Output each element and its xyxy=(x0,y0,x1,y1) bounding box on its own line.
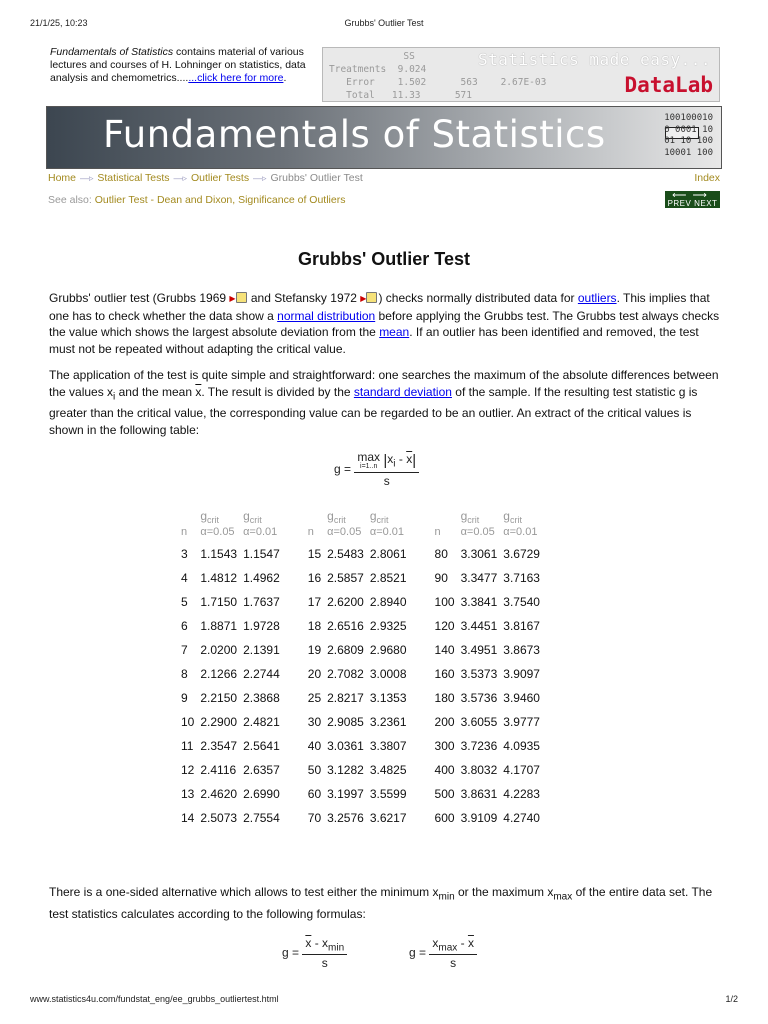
table-cell-n: 140 xyxy=(434,643,455,658)
link-standard-deviation[interactable]: standard deviation xyxy=(353,384,452,399)
table-cell-n: 16 xyxy=(307,571,322,586)
table-cell-gcrit: 1.7150 xyxy=(200,595,238,610)
table-cell-gcrit: 2.7554 xyxy=(243,811,280,826)
table-cell-gcrit: 2.1266 xyxy=(200,667,238,682)
reference-arrow-icon[interactable]: ▶ xyxy=(229,294,236,303)
table-cell-gcrit: 2.2900 xyxy=(200,715,238,730)
table-cell-gcrit: 4.1707 xyxy=(503,763,540,778)
table-cell-n: 180 xyxy=(434,691,455,706)
table-cell-n: 120 xyxy=(434,619,455,634)
paragraph-method: The application of the test is quite simple and straightforward: one searches the maximum of the absolute differences between the values $x_i$ and the mean $\overline{x}$. The result is divided by the standard deviation of the sample. If the resulting test statistic g is greater than the critical value, the corresponding value can be regarded to be an outlier. An extract of the critical values is shown in the following table: xyxy=(49,368,719,437)
breadcrumb-arrow-icon: —▹ xyxy=(253,173,267,183)
datalab-logo: DataLab xyxy=(624,73,713,97)
table-row xyxy=(176,542,543,566)
table-cell-gcrit: 3.8631 xyxy=(460,787,498,802)
intro-blurb: Fundamentals of Statistics contains material of various lectures and courses of H. Lohninger on statistics, data analysis and chemometrics.......click here for more. xyxy=(50,46,306,84)
table-cell-gcrit: 2.9325 xyxy=(369,619,407,634)
table-cell-gcrit: 2.6990 xyxy=(243,787,280,802)
table-cell-n: 90 xyxy=(434,571,448,586)
breadcrumb-outlier-tests[interactable]: Outlier Tests xyxy=(190,172,250,184)
table-row xyxy=(176,614,543,638)
table-cell-gcrit: 3.1353 xyxy=(369,691,407,706)
table-cell-n: 70 xyxy=(307,811,322,826)
table-row xyxy=(176,686,543,710)
grubbs-formula: g = max i=1..n $|x_i - \overline{x}|$ s xyxy=(334,452,419,488)
table-cell-n: 5 xyxy=(181,595,188,610)
table-cell-n: 17 xyxy=(307,595,322,610)
table-cell-gcrit: 3.6055 xyxy=(460,715,498,730)
table-cell-gcrit: 2.2744 xyxy=(243,667,280,682)
breadcrumb-home[interactable]: Home xyxy=(48,172,77,184)
datalab-slogan: Statistics made easy... xyxy=(477,50,711,69)
table-cell-gcrit: 2.6809 xyxy=(327,643,364,658)
prev-next-arrows-icon: ⟵⟶ xyxy=(672,190,713,201)
intro-text: contains material of various lectures and courses of H. Lohninger on statistics, data analysis and chemometrics.... xyxy=(50,46,306,84)
table-cell-gcrit: 2.4116 xyxy=(200,763,237,778)
table-cell-n: 30 xyxy=(307,715,322,730)
page-title: Grubbs' Outlier Test xyxy=(298,249,470,269)
table-cell-gcrit: 2.8521 xyxy=(369,571,407,586)
prev-next-buttons[interactable] xyxy=(665,191,720,208)
paragraph-one-sided: There is a one-sided alternative which allows to test either the minimum $x_{min}$ or the maximum $x_{max}$ of the entire data set. The test statistics calculates according to the following formulas: xyxy=(49,885,713,921)
table-cell-gcrit: 2.8217 xyxy=(327,691,364,706)
table-cell-gcrit: 3.7163 xyxy=(503,571,540,586)
table-cell-gcrit: 2.5641 xyxy=(243,739,280,754)
index-link[interactable]: Index xyxy=(694,172,720,184)
table-cell-gcrit: 4.2740 xyxy=(503,811,540,826)
table-cell-gcrit: 2.6200 xyxy=(327,595,364,610)
table-cell-gcrit: 2.3868 xyxy=(243,691,280,706)
print-footer xyxy=(30,994,738,1004)
table-cell-gcrit: 2.5483 xyxy=(327,547,364,562)
table-cell-n: 7 xyxy=(181,643,188,658)
table-cell-gcrit: 1.8871 xyxy=(200,619,238,634)
table-cell-gcrit: 3.6217 xyxy=(369,811,407,826)
table-cell-gcrit: 3.3807 xyxy=(369,739,407,754)
table-cell-n: 15 xyxy=(307,547,322,562)
table-cell-n: 600 xyxy=(434,811,455,826)
table-cell-n: 13 xyxy=(181,787,195,802)
paragraph-intro: Grubbs' outlier test (Grubbs 1969 ▶ and Stefansky 1972 ▶ ) checks normally distributed data for outliers. This implies that one has to check whether the data show a normal distribution before applying the Grubbs test. The Grubbs test always checks the value which shows the largest absolute deviation from the mean. If an outlier has been identified and removed, the test must not be repeated without adapting the critical value. xyxy=(49,291,720,356)
table-cell-n: 18 xyxy=(307,619,322,634)
table-cell-gcrit: 3.3841 xyxy=(460,595,498,610)
table-cell-n: 80 xyxy=(434,547,448,562)
table-cell-gcrit: 3.6729 xyxy=(503,547,540,562)
link-normal-distribution[interactable]: normal distribution xyxy=(277,308,376,323)
table-row xyxy=(176,806,543,830)
print-header xyxy=(30,18,738,32)
table-cell-n: 500 xyxy=(434,787,455,802)
breadcrumb-statistical-tests[interactable]: Statistical Tests xyxy=(97,172,170,184)
anova-table-graphic: SS Treatments 9.024 Error 1.502 563 2.67E-03 Total 11.33 571 xyxy=(329,51,547,101)
table-cell-gcrit: 2.7082 xyxy=(327,667,364,682)
table-cell-gcrit: 1.4962 xyxy=(243,571,280,586)
table-row xyxy=(176,662,543,686)
critical-values-table xyxy=(176,510,543,830)
table-cell-gcrit: 3.5599 xyxy=(369,787,407,802)
table-cell-n: 19 xyxy=(307,643,322,658)
table-cell-gcrit: 3.9097 xyxy=(503,667,540,682)
table-cell-gcrit: 3.9109 xyxy=(460,811,498,826)
table-cell-n: 3 xyxy=(181,547,188,562)
table-cell-gcrit: 3.4825 xyxy=(369,763,407,778)
table-cell-gcrit: 3.0361 xyxy=(327,739,364,754)
table-cell-gcrit: 3.8167 xyxy=(503,619,540,634)
formula-maximum: g = $\frac{x_{max} - \overline{x}}{s}$ xyxy=(409,936,477,970)
print-url: www.statistics4u.com/fundstat_eng/ee_grubbs_outliertest.html xyxy=(30,994,279,1004)
table-cell-gcrit: 3.2576 xyxy=(327,811,364,826)
table-cell-gcrit: 3.8673 xyxy=(503,643,540,658)
link-outliers[interactable]: outliers xyxy=(577,291,617,305)
table-cell-n: 14 xyxy=(181,811,195,826)
table-cell-n: 200 xyxy=(434,715,455,730)
table-cell-n: 40 xyxy=(307,739,322,754)
formula-minimum: g = $\frac{\overline{x} - x_{min}}{s}$ xyxy=(282,936,347,970)
table-cell-gcrit: 3.4951 xyxy=(460,643,498,658)
page-number: 1/2 xyxy=(725,994,738,1004)
intro-more-link[interactable]: ...click here for more xyxy=(188,72,284,84)
table-cell-n: 8 xyxy=(181,667,188,682)
print-date: 21/1/25, 10:23 xyxy=(30,18,88,28)
table-row xyxy=(176,638,543,662)
table-cell-gcrit: 3.0008 xyxy=(369,667,407,682)
table-cell-gcrit: 1.1543 xyxy=(200,547,238,562)
table-cell-n: 9 xyxy=(181,691,188,706)
table-row xyxy=(176,590,543,614)
table-cell-gcrit: 2.8061 xyxy=(369,547,407,562)
prev-button[interactable]: PREV xyxy=(667,199,692,208)
breadcrumb-current: Grubbs' Outlier Test xyxy=(270,172,363,184)
table-cell-gcrit: 2.4620 xyxy=(200,787,238,802)
table-row xyxy=(176,710,543,734)
datalab-ad-banner[interactable] xyxy=(322,47,720,102)
table-cell-gcrit: 3.5736 xyxy=(460,691,498,706)
table-row xyxy=(176,734,543,758)
table-cell-gcrit: 1.9728 xyxy=(243,619,280,634)
table-cell-n: 6 xyxy=(181,619,188,634)
book-reference-icon[interactable] xyxy=(366,292,377,303)
table-cell-gcrit: 2.0200 xyxy=(200,643,238,658)
table-cell-gcrit: 2.9085 xyxy=(327,715,364,730)
table-cell-gcrit: 3.1997 xyxy=(327,787,364,802)
table-cell-gcrit: 3.9460 xyxy=(503,691,540,706)
table-row xyxy=(176,566,543,590)
table-cell-gcrit: 1.4812 xyxy=(200,571,238,586)
table-cell-n: 60 xyxy=(307,787,322,802)
table-cell-n: 50 xyxy=(307,763,322,778)
table-cell-gcrit: 2.6516 xyxy=(327,619,364,634)
table-cell-gcrit: 4.0935 xyxy=(503,739,540,754)
see-also-links[interactable]: Outlier Test - Dean and Dixon, Significance of Outliers xyxy=(94,194,346,206)
table-cell-gcrit: 4.2283 xyxy=(503,787,540,802)
table-cell-gcrit: 2.8940 xyxy=(369,595,407,610)
table-row xyxy=(176,758,543,782)
site-banner xyxy=(46,106,722,169)
table-cell-n: 12 xyxy=(181,763,195,778)
table-cell-n: 11 xyxy=(181,739,194,754)
table-cell-gcrit: 3.3061 xyxy=(460,547,498,562)
table-cell-gcrit: 3.5373 xyxy=(460,667,498,682)
table-cell-n: 100 xyxy=(434,595,455,610)
book-reference-icon[interactable] xyxy=(236,292,247,303)
banner-title: Fundamentals of Statistics xyxy=(103,113,606,156)
table-header-row: n $g_{crit}$ α=0.05 $g_{crit}$ α=0.01 n $g_{crit}$ α=0.05 $g_{crit}$ α=0.01 n $g_{crit}$ α=0.05 $g_{crit}$ α=0.01 xyxy=(181,509,538,539)
table-cell-gcrit: 3.2361 xyxy=(369,715,407,730)
table-cell-gcrit: 3.8032 xyxy=(460,763,498,778)
table-cell-gcrit: 3.9777 xyxy=(503,715,540,730)
table-cell-n: 4 xyxy=(181,571,188,586)
table-cell-n: 400 xyxy=(434,763,455,778)
table-cell-gcrit: 2.6357 xyxy=(243,763,280,778)
table-cell-gcrit: 3.4451 xyxy=(460,619,498,634)
breadcrumb-arrow-icon: —▹ xyxy=(79,173,94,183)
table-cell-n: 20 xyxy=(307,667,322,682)
table-cell-gcrit: 2.5857 xyxy=(327,571,364,586)
table-cell-gcrit: 2.3547 xyxy=(200,739,238,754)
table-cell-gcrit: 3.7540 xyxy=(503,595,540,610)
breadcrumb-arrow-icon: —▹ xyxy=(173,173,188,183)
breadcrumb xyxy=(48,172,363,184)
binary-digits-graphic: 100100010 0 0001 10 01 10 100 10001 100 xyxy=(664,113,713,158)
table-cell-gcrit: 3.3477 xyxy=(460,571,498,586)
table-cell-gcrit: 1.7637 xyxy=(243,595,280,610)
table-cell-gcrit: 2.2150 xyxy=(200,691,238,706)
next-button[interactable]: NEXT xyxy=(694,199,718,208)
table-cell-gcrit: 2.1391 xyxy=(243,643,280,658)
table-row xyxy=(176,782,543,806)
table-cell-n: 160 xyxy=(434,667,455,682)
link-mean[interactable]: mean xyxy=(379,325,410,339)
table-cell-gcrit: 3.7236 xyxy=(460,739,498,754)
intro-book-title: Fundamentals of Statistics xyxy=(50,46,174,58)
table-cell-gcrit: 2.4821 xyxy=(243,715,280,730)
print-title: Grubbs' Outlier Test xyxy=(344,18,424,28)
see-also: See also: Outlier Test - Dean and Dixon, Significance of Outliers xyxy=(48,194,346,206)
table-cell-gcrit: 3.1282 xyxy=(327,763,364,778)
table-cell-n: 300 xyxy=(434,739,455,754)
table-cell-n: 25 xyxy=(307,691,322,706)
table-cell-gcrit: 2.5073 xyxy=(200,811,238,826)
table-cell-n: 10 xyxy=(181,715,195,730)
table-cell-gcrit: 1.1547 xyxy=(243,547,280,562)
table-cell-gcrit: 2.9680 xyxy=(369,643,407,658)
reference-arrow-icon[interactable]: ▶ xyxy=(360,294,367,303)
